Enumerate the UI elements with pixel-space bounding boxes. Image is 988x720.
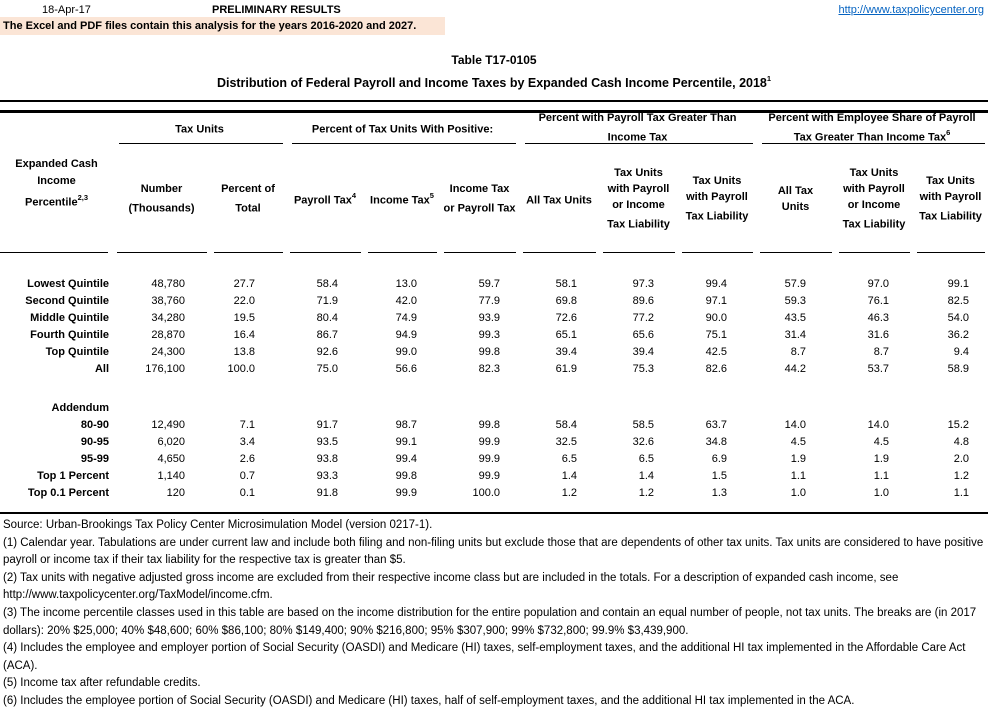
table-cell: 99.8 (395, 470, 417, 482)
table-cell: 4,650 (157, 453, 185, 465)
table-cell: 13.8 (233, 346, 255, 358)
footnote-6: (6) Includes the employee portion of Social Security (OASDI) and Medicare (HI) taxes, half of self-employment taxes, and the additional HI tax implemented in the ACA. (3, 694, 855, 707)
table-cell: 14.0 (784, 419, 806, 431)
table-cell: 1.0 (873, 487, 889, 499)
table-cell: 56.6 (395, 363, 417, 375)
table-cell: 32.5 (555, 436, 577, 448)
table-cell: 99.1 (947, 278, 969, 290)
table-cell: 8.7 (790, 346, 806, 358)
table-cell: 93.5 (316, 436, 338, 448)
table-cell: 99.8 (478, 419, 500, 431)
table-cell: 82.5 (947, 295, 969, 307)
table-cell: 58.9 (947, 363, 969, 375)
table-cell: 99.4 (705, 278, 727, 290)
col-header-income-or-payroll-tax: Income Tax or Payroll Tax (440, 144, 519, 253)
table-cell: 99.8 (478, 346, 500, 358)
table-cell: 93.8 (316, 453, 338, 465)
group-header-payroll-greater-income: Percent with Payroll Tax Greater Than Income Tax (519, 114, 756, 144)
table-title (0, 75, 988, 90)
col-header-units-payroll-or-income-liability: Tax Units with Payroll or Income Tax Liability (599, 144, 678, 253)
table-cell: 1.2 (561, 487, 577, 499)
table-bottom-rule (0, 512, 988, 514)
table-title-footnote-marker: 1 (766, 74, 772, 83)
table-cell: 0.7 (239, 470, 255, 482)
table-cell: 71.9 (316, 295, 338, 307)
col-header-units-payroll-or-income-liability-2: Tax Units with Payroll or Income Tax Liability (835, 144, 913, 253)
table-cell: 91.8 (316, 487, 338, 499)
table-cell: 176,100 (145, 363, 185, 375)
table-cell: 80.4 (316, 312, 338, 324)
table-cell: 42.0 (395, 295, 417, 307)
table-cell: 53.7 (867, 363, 889, 375)
table-cell: 1.4 (561, 470, 577, 482)
col-header-number-thousands: Number (Thousands) (113, 144, 210, 253)
table-cell: 6,020 (157, 436, 185, 448)
table-cell: 34,280 (151, 312, 185, 324)
table-cell: 19.5 (233, 312, 255, 324)
table-cell: 99.9 (478, 436, 500, 448)
table-cell: 1,140 (157, 470, 185, 482)
footnote-3: (3) The income percentile classes used in this table are based on the income distribution for the entire population and contain an equal number of people, not tax units. The breaks are (in 2017 dollars): 20% $25,000; 40% $48,600; 60% $86,100; 80% $149,400; 90% $216,800; 95% $307,900; 99% $732,800; 99.9% $3,439,900. (3, 606, 977, 637)
table-cell: 58.5 (632, 419, 654, 431)
stub-header-expanded-cash-income-percentile (0, 114, 113, 253)
table-cell: 99.0 (395, 346, 417, 358)
table-cell: 89.6 (632, 295, 654, 307)
table-cell: 97.3 (632, 278, 654, 290)
table-number: Table T17-0105 (451, 53, 537, 67)
table-cell: 76.1 (867, 295, 889, 307)
table-cell: 65.6 (632, 329, 654, 341)
table-cell: 93.9 (478, 312, 500, 324)
table-cell: 4.8 (953, 436, 969, 448)
table-cell: 97.1 (705, 295, 727, 307)
table-cell: 100.0 (472, 487, 500, 499)
row-label: 80-90 (80, 419, 109, 431)
table-cell: 99.4 (395, 453, 417, 465)
table-cell: 91.7 (316, 419, 338, 431)
table-cell: 13.0 (395, 278, 417, 290)
table-cell: 77.2 (632, 312, 654, 324)
table-cell: 99.1 (395, 436, 417, 448)
table-cell: 100.0 (227, 363, 255, 375)
table-cell: 31.6 (867, 329, 889, 341)
stub-header-line: Income (37, 174, 76, 187)
table-cell: 97.0 (867, 278, 889, 290)
table-cell: 69.8 (555, 295, 577, 307)
table-cell: 46.3 (867, 312, 889, 324)
taxpolicycenter-link[interactable]: http://www.taxpolicycenter.org (838, 4, 984, 16)
row-label: All (94, 363, 109, 375)
row-label: Middle Quintile (30, 312, 109, 324)
table-cell: 34.8 (705, 436, 727, 448)
table-cell: 4.5 (790, 436, 806, 448)
table-cell: 38,760 (151, 295, 185, 307)
table-cell: 32.6 (632, 436, 654, 448)
table-cell: 7.1 (239, 419, 255, 431)
table-cell: 42.5 (705, 346, 727, 358)
table-cell: 8.7 (873, 346, 889, 358)
source-note: Source: Urban-Brookings Tax Policy Center Microsimulation Model (version 0217-1). (3, 519, 433, 531)
table-cell: 1.4 (638, 470, 654, 482)
table-cell: 6.5 (638, 453, 654, 465)
table-cell: 75.1 (705, 329, 727, 341)
table-cell: 1.3 (711, 487, 727, 499)
table-cell: 98.7 (395, 419, 417, 431)
table-cell: 59.7 (478, 278, 500, 290)
col-header-income-tax: Income Tax$^5$ (364, 144, 440, 253)
table-cell: 24,300 (151, 346, 185, 358)
table-cell: 59.3 (784, 295, 806, 307)
table-cell: 39.4 (555, 346, 577, 358)
table-cell: 72.6 (555, 312, 577, 324)
row-label: Second Quintile (25, 295, 109, 307)
table-cell: 54.0 (947, 312, 969, 324)
footnote-4: (4) Includes the employee and employer portion of Social Security (OASDI) and Medicare (HI) taxes, self-employment taxes, and the additional HI tax implemented in the Affordable Care Act (ACA). (3, 642, 966, 672)
table-cell: 120 (166, 487, 185, 499)
table-cell: 92.6 (316, 346, 338, 358)
stub-header-line: Expanded Cash (15, 157, 98, 170)
table-cell: 99.9 (478, 453, 500, 465)
table-cell: 31.4 (784, 329, 806, 341)
table-cell: 1.9 (873, 453, 889, 465)
table-cell: 43.5 (784, 312, 806, 324)
table-cell: 1.1 (790, 470, 806, 482)
table-cell: 58.1 (555, 278, 577, 290)
footnote-1: (1) Calendar year. Tabulations are under current law and include both filing and non-filing units but exclude those that are dependents of other tax units. Tax units are considered to have positive payroll or income tax if their tax liability for the respective tax is greater than $5. (3, 536, 984, 567)
table-cell: 82.3 (478, 363, 500, 375)
table-cell: 63.7 (705, 419, 727, 431)
table-cell: 4.5 (873, 436, 889, 448)
table-cell: 22.0 (233, 295, 255, 307)
col-header-all-tax-units: All Tax Units (519, 144, 599, 253)
table-cell: 6.5 (561, 453, 577, 465)
table-cell: 9.4 (953, 346, 969, 358)
table-cell: 1.2 (638, 487, 654, 499)
table-cell: 27.7 (233, 278, 255, 290)
table-title-text: Distribution of Federal Payroll and Income Taxes by Expanded Cash Income Percentile, 2018 (216, 76, 767, 91)
table-cell: 1.1 (953, 487, 969, 499)
distribution-table (0, 111, 988, 513)
preliminary-results-label: PRELIMINARY RESULTS (212, 4, 341, 16)
table-cell: 90.0 (705, 312, 727, 324)
table-cell: 61.9 (555, 363, 577, 375)
table-cell: 12,490 (151, 419, 185, 431)
footnote-2: (2) Tax units with negative adjusted gross income are excluded from their respective income class but are included in the totals. For a description of expanded cash income, see http://www.taxpolicycenter.org/TaxModel/income.cfm. (3, 571, 899, 602)
table-cell: 86.7 (316, 329, 338, 341)
row-label: Top 0.1 Percent (27, 487, 109, 499)
table-cell: 1.9 (790, 453, 806, 465)
table-cell: 74.9 (395, 312, 417, 324)
col-header-all-tax-units-2: All Tax Units (756, 144, 835, 253)
table-cell: 14.0 (867, 419, 889, 431)
table-cell: 65.1 (555, 329, 577, 341)
row-label: Lowest Quintile (27, 278, 109, 290)
table-top-rule-thin (0, 100, 988, 102)
row-label: 90-95 (80, 436, 109, 448)
table-cell: 2.0 (953, 453, 969, 465)
col-header-percent-of-total: Percent of Total (210, 144, 286, 253)
col-header-payroll-tax: Payroll Tax$^4$ (286, 144, 364, 253)
table-cell: 1.5 (711, 470, 727, 482)
table-cell: 1.1 (873, 470, 889, 482)
footnotes-block (0, 517, 988, 711)
row-label: Top 1 Percent (37, 470, 109, 482)
table-cell: 99.3 (478, 329, 500, 341)
table-cell: 48,780 (151, 278, 185, 290)
table-cell: 99.9 (478, 470, 500, 482)
row-label: Fourth Quintile (30, 329, 109, 341)
table-cell: 57.9 (784, 278, 806, 290)
row-label: Addendum (51, 402, 109, 414)
table-cell: 94.9 (395, 329, 417, 341)
footnote-5: (5) Income tax after refundable credits. (3, 677, 201, 690)
table-cell: 2.6 (239, 453, 255, 465)
analysis-note-banner: The Excel and PDF files contain this analysis for the years 2016-2020 and 2027. (0, 17, 445, 35)
stub-header-line: Percentile$^{2,3}$ (24, 192, 89, 209)
col-header-units-payroll-liability: Tax Units with Payroll Tax Liability (678, 144, 756, 253)
table-cell: 93.3 (316, 470, 338, 482)
col-header-units-payroll-liability-2: Tax Units with Payroll Tax Liability (913, 144, 988, 253)
table-cell: 77.9 (478, 295, 500, 307)
table-cell: 3.4 (239, 436, 255, 448)
table-cell: 6.9 (711, 453, 727, 465)
table-cell: 44.2 (784, 363, 806, 375)
table-cell: 28,870 (151, 329, 185, 341)
table-cell: 75.3 (632, 363, 654, 375)
table-cell: 36.2 (947, 329, 969, 341)
table-cell: 15.2 (947, 419, 969, 431)
table-cell: 16.4 (233, 329, 255, 341)
table-cell: 1.2 (953, 470, 969, 482)
group-header-percent-positive: Percent of Tax Units With Positive: (286, 114, 519, 144)
table-cell: 58.4 (316, 278, 338, 290)
group-header-tax-units: Tax Units (113, 114, 286, 144)
row-label: 95-99 (80, 453, 109, 465)
report-date: 18-Apr-17 (42, 4, 91, 16)
table-cell: 39.4 (632, 346, 654, 358)
table-cell: 58.4 (555, 419, 577, 431)
table-cell: 0.1 (239, 487, 255, 499)
table-cell: 1.0 (790, 487, 806, 499)
row-label: Top Quintile (45, 346, 109, 358)
table-cell: 99.9 (395, 487, 417, 499)
group-header-employee-share-greater-income: Percent with Employee Share of Payroll Tax Greater Than Income Tax$^6$ (756, 114, 988, 144)
table-cell: 82.6 (705, 363, 727, 375)
table-cell: 75.0 (316, 363, 338, 375)
